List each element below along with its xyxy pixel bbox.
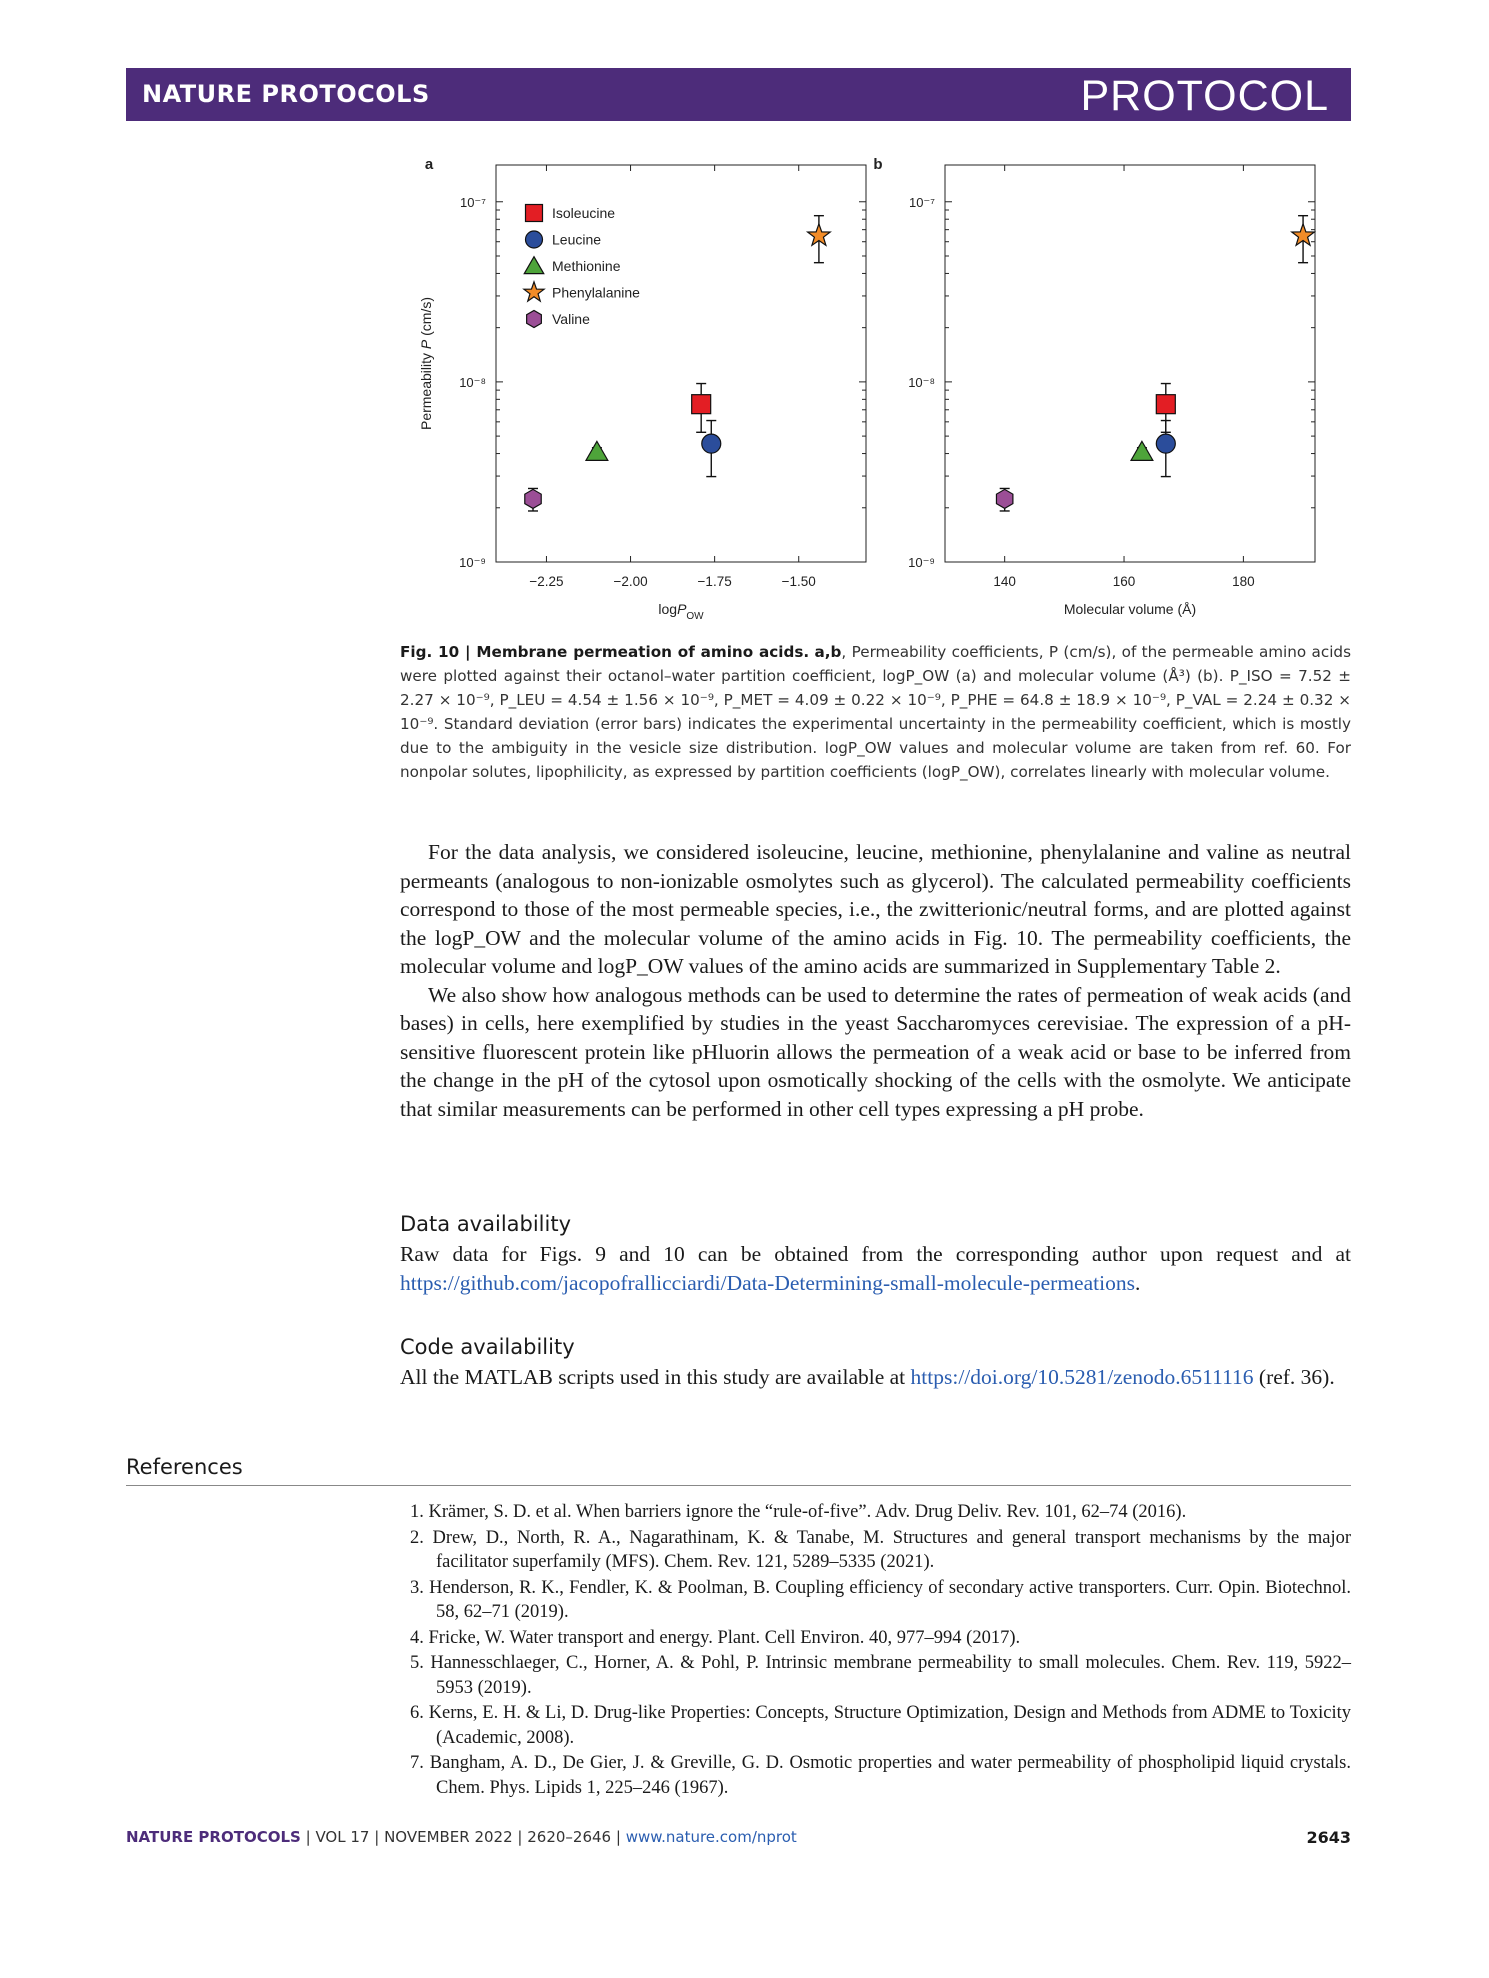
- y-tick-label: 10⁻⁸: [908, 374, 935, 390]
- code-availability-ref: (ref. 36).: [1258, 1365, 1335, 1389]
- marker-square: [1156, 395, 1175, 414]
- page-number: 2643: [1306, 1828, 1351, 1847]
- marker-circle: [1156, 434, 1175, 453]
- footer-volume: VOL 17: [315, 1828, 370, 1846]
- footer-journal: NATURE PROTOCOLS: [126, 1828, 301, 1846]
- code-availability-link[interactable]: https://doi.org/10.5281/zenodo.6511116: [910, 1365, 1254, 1389]
- marker-square: [526, 205, 543, 222]
- x-axis-label: logP$_{OW}$: [658, 601, 704, 622]
- legend-label: Leucine: [552, 231, 602, 248]
- data-point: [1156, 421, 1175, 477]
- figure-10: [400, 150, 1351, 630]
- legend-label: Valine: [552, 311, 590, 327]
- plot-frame: [496, 165, 866, 562]
- y-tick-label: 10⁻⁷: [908, 194, 935, 210]
- data-point: [808, 216, 831, 263]
- x-axis-label: Molecular volume (Å): [1063, 601, 1197, 617]
- body-text: [400, 838, 1351, 1123]
- y-axis-label: Permeability P (cm/s): [418, 296, 434, 431]
- code-availability-heading: Code availability: [400, 1335, 575, 1359]
- y-tick-label: 10⁻⁷: [459, 194, 486, 210]
- references-divider: [126, 1485, 1351, 1486]
- marker-hexagon: [527, 311, 542, 328]
- y-tick-label: 10⁻⁹: [908, 555, 935, 570]
- marker-star: [524, 282, 544, 301]
- data-availability-link[interactable]: https://github.com/jacopofrallicciardi/Data-Determining-small-molecule-permeations: [400, 1270, 1135, 1295]
- reference-item: 5. Hannesschlaeger, C., Horner, A. & Pohl, P. Intrinsic membrane permeability to small molecules. Chem. Rev. 119, 5922–5953 (2019).: [410, 1653, 1351, 1698]
- marker-triangle: [1131, 441, 1153, 460]
- data-point: [692, 384, 711, 433]
- data-point: [702, 421, 721, 477]
- footer-pages: 2620–2646: [527, 1828, 612, 1846]
- data-point: [1292, 216, 1315, 263]
- marker-hexagon: [525, 489, 541, 508]
- reference-item: 2. Drew, D., North, R. A., Nagarathinam, K. & Tanabe, M. Structures and general transport mechanisms by the major facilitator superfamily (MFS). Chem. Rev. 121, 5289–5335 (2021).: [410, 1527, 1351, 1572]
- reference-item: 7. Bangham, A. D., De Gier, J. & Greville, G. D. Osmotic properties and water permeability of phospholipid liquid crystals. Chem. Phys. Lipids 1, 225–246 (1967).: [410, 1753, 1351, 1798]
- data-availability-heading: Data availability: [400, 1212, 572, 1236]
- code-availability-body: All the MATLAB scripts used in this study are available at: [400, 1365, 906, 1389]
- x-tick-label: −1.75: [697, 574, 732, 589]
- caption-text: Permeability coefficients, P (cm/s), of the permeable amino acids were plotted against their octanol–water partition coefficient, logP_OW (a) and molecular volume (Å³) (b). P_ISO = 7.52 ± 2.27 × 10⁻⁹, P_LEU = 4.54 ± 1.56 × 10⁻⁹, P_MET = 4.09 ± 0.22 × 10⁻⁹, P_PHE = 64.8 ± 18.9 × 10⁻⁹, P_VAL = 2.24 ± 0.32 × 10⁻⁹. Standard deviation (error bars) indicates the experimental uncertainty in the permeability coefficient, which is mostly due to the ambiguity in the vesicle size distribution. logP_OW values and molecular volume are taken from ref. 60. For nonpolar solutes, lipophilicity, as expressed by partition coefficients (logP_OW), correlates linearly with molecular volume.: [400, 643, 1351, 781]
- journal-header-banner: [126, 68, 1351, 121]
- panel-b: [873, 156, 1315, 617]
- marker-triangle: [524, 257, 544, 274]
- reference-item: 6. Kerns, E. H. & Li, D. Drug-like Properties: Concepts, Structure Optimization, Design and Methods from ADME to Toxicity (Academic, 2008).: [410, 1703, 1351, 1748]
- marker-triangle: [586, 441, 608, 460]
- article-type: PROTOCOL: [1080, 72, 1329, 120]
- marker-circle: [702, 434, 721, 453]
- marker-hexagon: [996, 489, 1012, 508]
- page-footer: NATURE PROTOCOLS | VOL 17 | NOVEMBER 2022 | 2620–2646 | www.nature.com/nprot: [126, 1828, 797, 1846]
- x-tick-label: 160: [1112, 574, 1136, 589]
- data-point: [1131, 441, 1153, 460]
- x-tick-label: 180: [1232, 574, 1255, 589]
- journal-name: NATURE PROTOCOLS: [142, 80, 430, 108]
- y-tick-label: 10⁻⁸: [459, 374, 486, 390]
- panel-a: [418, 156, 866, 622]
- x-tick-label: −2.00: [613, 574, 648, 589]
- x-tick-label: 140: [993, 574, 1016, 589]
- reference-item: 1. Krämer, S. D. et al. When barriers ignore the “rule-of-five”. Adv. Drug Deliv. Rev. 101, 62–74 (2016).: [410, 1502, 1187, 1522]
- marker-circle: [526, 231, 543, 248]
- data-availability-body: Raw data for Figs. 9 and 10 can be obtained from the corresponding author upon request and at: [400, 1242, 1351, 1266]
- reference-item: 4. Fricke, W. Water transport and energy. Plant. Cell Environ. 40, 977–994 (2017).: [410, 1627, 1021, 1648]
- chart-legend: [524, 205, 640, 328]
- panel-letter: b: [873, 156, 883, 173]
- references-heading: References: [126, 1455, 243, 1479]
- legend-label: Isoleucine: [552, 205, 616, 221]
- panel-letter: a: [424, 156, 434, 173]
- caption-label: Fig. 10 | Membrane permeation of amino acids.: [400, 643, 810, 661]
- data-point: [525, 488, 541, 511]
- figure-caption: Fig. 10 | Membrane permeation of amino acids. a,b, Permeability coefficients, P (cm/s), of the permeable amino acids were plotted against their octanol–water partition coefficient, logP_OW (a) and molecular volume (Å³) (b). P_ISO = 7.52 ± 2.27 × 10⁻⁹, P_LEU = 4.54 ± 1.56 × 10⁻⁹, P_MET = 4.09 ± 0.22 × 10⁻⁹, P_PHE = 64.8 ± 18.9 × 10⁻⁹, P_VAL = 2.24 ± 0.32 × 10⁻⁹. Standard deviation (error bars) indicates the experimental uncertainty in the permeability coefficient, which is mostly due to the ambiguity in the vesicle size distribution. logP_OW values and molecular volume are taken from ref. 60. For nonpolar solutes, lipophilicity, as expressed by partition coefficients (logP_OW), correlates linearly with molecular volume.: [400, 643, 1351, 781]
- y-tick-label: 10⁻⁹: [459, 555, 486, 570]
- footer-url[interactable]: www.nature.com/nprot: [625, 1828, 797, 1846]
- legend-label: Phenylalanine: [552, 284, 640, 301]
- x-tick-label: −2.25: [529, 574, 564, 589]
- data-availability-text: Raw data for Figs. 9 and 10 can be obtained from the corresponding author upon request and at https://github.com/jacopofrallicciardi/Data-Determining-small-molecule-permeations.: [400, 1242, 1351, 1295]
- footer-date: NOVEMBER 2022: [384, 1828, 513, 1846]
- caption-panels: a,b: [814, 643, 842, 661]
- reference-item: 3. Henderson, R. K., Fendler, K. & Poolman, B. Coupling efficiency of secondary active transporters. Curr. Opin. Biotechnol. 58, 62–71 (2019).: [410, 1577, 1351, 1622]
- data-point: [996, 488, 1012, 511]
- paragraph-2: We also show how analogous methods can be used to determine the rates of permeation of weak acids (and bases) in cells, here exemplified by studies in the yeast Saccharomyces cerevisiae. The expression of a pH-sensitive fluorescent protein like pHluorin allows the permeation of a weak acid or base to be inferred from the change in the pH of the cytosol upon osmotically shocking of the cells with the osmolyte. We anticipate that similar measurements can be performed in other cell types expressing a pH probe.: [400, 982, 1351, 1121]
- data-point: [586, 441, 608, 460]
- legend-label: Methionine: [552, 258, 621, 274]
- x-tick-label: −1.50: [781, 574, 816, 589]
- code-availability-text: [400, 1363, 1351, 1392]
- paragraph-1: For the data analysis, we considered isoleucine, leucine, methionine, phenylalanine and valine as neutral permeants (analogous to non-ionizable osmolytes such as glycerol). The calculated permeability coefficients correspond to those of the most permeable species, i.e., the zwitterionic/neutral forms, and are plotted against the logP_OW and the molecular volume of the amino acids in Fig. 10. The permeability coefficients, the molecular volume and logP_OW values of the amino acids are summarized in Supplementary Table 2.: [400, 840, 1351, 978]
- marker-square: [692, 395, 711, 414]
- references-list: [410, 1500, 1351, 1801]
